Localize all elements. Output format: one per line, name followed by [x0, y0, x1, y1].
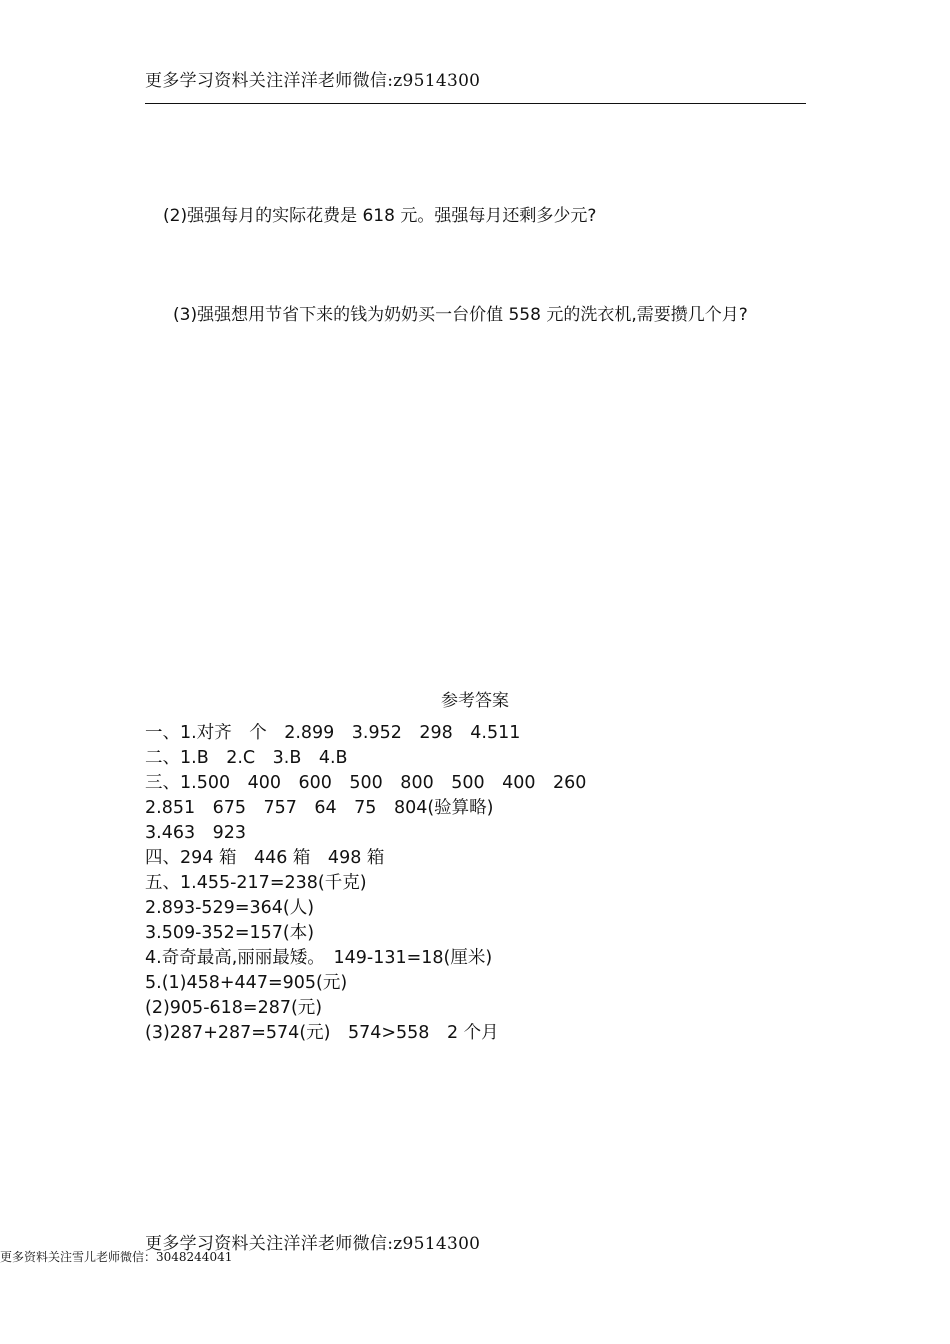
answer-line: 3.463 923: [145, 823, 247, 843]
answer-line: 三、1.500 400 600 500 800 500 400 260: [145, 773, 587, 793]
answer-line: 2.851 675 757 64 75 804(验算略): [145, 798, 494, 818]
answer-line: 二、1.B 2.C 3.B 4.B: [145, 748, 348, 768]
answer-line: 2.893-529=364(人): [145, 898, 315, 918]
answer-title: 参考答案: [441, 691, 509, 711]
header-divider: [145, 103, 806, 104]
answer-line: 5.(1)458+447=905(元): [145, 973, 348, 993]
answer-line: 四、294 箱 446 箱 498 箱: [145, 848, 385, 868]
answer-line: (3)287+287=574(元) 574>558 2 个月: [145, 1023, 499, 1043]
page-header: 更多学习资料关注洋洋老师微信:z9514300: [145, 71, 481, 91]
question-2: (2)强强每月的实际花费是 618 元。强强每月还剩多少元?: [163, 206, 597, 226]
page-footer: 更多学习资料关注洋洋老师微信:z9514300: [145, 1234, 481, 1254]
answer-line: 3.509-352=157(本): [145, 923, 315, 943]
answer-line: 一、1.对齐 个 2.899 3.952 298 4.511: [145, 723, 521, 743]
watermark-text: 更多资料关注雪儿老师微信：3048244041: [0, 1250, 233, 1264]
question-3: (3)强强想用节省下来的钱为奶奶买一台价值 558 元的洗衣机,需要攒几个月?: [173, 305, 748, 325]
answer-list: [145, 721, 586, 1046]
answer-line: 4.奇奇最高,丽丽最矮。 149-131=18(厘米): [145, 948, 493, 968]
answer-line: 五、1.455-217=238(千克): [145, 873, 367, 893]
answer-line: (2)905-618=287(元): [145, 998, 323, 1018]
